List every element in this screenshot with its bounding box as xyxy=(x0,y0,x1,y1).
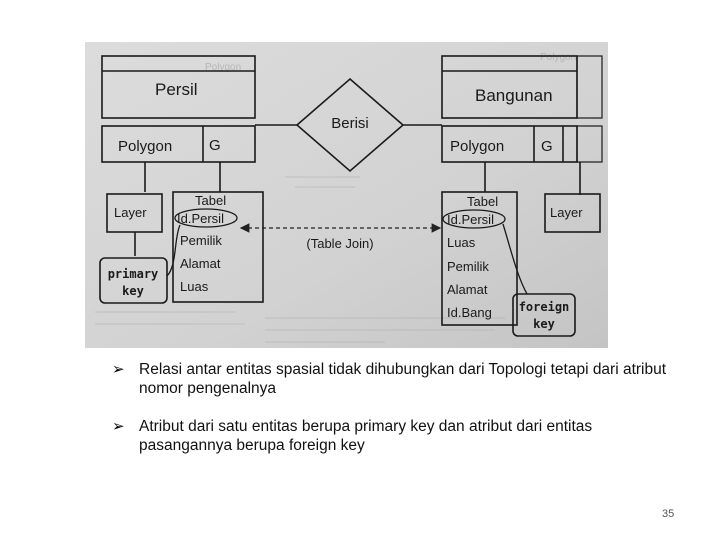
tabel-row-right: Id.Bang xyxy=(447,305,492,320)
bullet-list xyxy=(112,360,672,474)
layer-label-left: Layer xyxy=(114,205,147,220)
page-number: 35 xyxy=(662,508,675,520)
berisi-label: Berisi xyxy=(331,115,369,132)
foreign-key-label-line1: foreign xyxy=(518,300,570,314)
layer-label-right: Layer xyxy=(550,205,583,220)
ghost-text-right: Polygon xyxy=(540,52,577,63)
g-label-right: G xyxy=(541,138,553,155)
primary-key-label-line2: key xyxy=(122,284,144,298)
foreign-key-label-line2: key xyxy=(533,317,555,331)
bangunan-title: Bangunan xyxy=(475,86,553,105)
persil-title: Persil xyxy=(155,80,198,99)
tabel-row-left: Id.Persil xyxy=(177,211,224,226)
tabel-title-right: Tabel xyxy=(467,194,499,209)
arrow-bullet-icon: ➢ xyxy=(112,418,125,435)
tabel-row-right: Pemilik xyxy=(447,259,489,274)
bullet-item xyxy=(112,360,672,398)
polygon-label-left: Polygon xyxy=(118,138,173,155)
bullet-text: Atribut dari satu entitas berupa primary key dan atribut dari entitas pasangannya berupa foreign key xyxy=(139,418,593,454)
polygon-label-right: Polygon xyxy=(450,138,505,155)
tabel-row-left: Pemilik xyxy=(180,233,222,248)
primary-key-label-line1: primary xyxy=(107,267,159,281)
tabel-row-right: Id.Persil xyxy=(447,212,494,227)
tabel-row-right: Luas xyxy=(447,235,476,250)
arrow-bullet-icon: ➢ xyxy=(112,361,125,378)
tabel-row-left: Alamat xyxy=(180,256,221,271)
er-diagram-scan xyxy=(85,42,608,348)
tabel-row-left: Luas xyxy=(180,279,209,294)
ghost-text-left: Polygon xyxy=(205,62,242,73)
bullet-item xyxy=(112,417,672,455)
bullet-text: Relasi antar entitas spasial tidak dihubungkan dari Topologi tetapi dari atribut nomor pengenalnya xyxy=(139,361,667,397)
table-join-label: (Table Join) xyxy=(306,236,374,251)
tabel-title-left: Tabel xyxy=(195,193,227,208)
g-label-left: G xyxy=(209,137,221,154)
tabel-row-right: Alamat xyxy=(447,282,488,297)
